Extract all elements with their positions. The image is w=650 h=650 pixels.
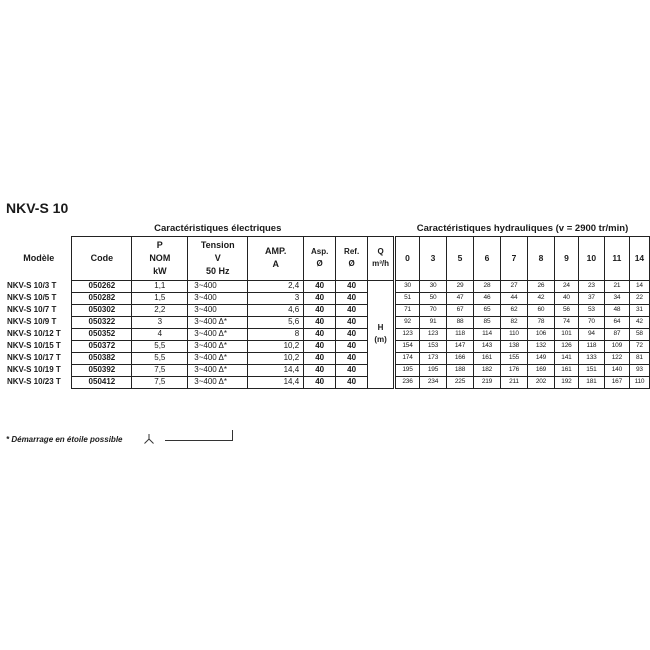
model-cell: NKV-S 10/23 T	[7, 377, 61, 386]
head-value-cell: 155	[500, 352, 527, 364]
head-value-cell: 138	[500, 340, 527, 352]
col-header-flow: 7	[500, 236, 527, 280]
head-value-cell: 195	[420, 364, 447, 376]
code-cell: 050382	[72, 352, 132, 364]
head-value-cell: 161	[473, 352, 500, 364]
ref-cell: 40	[336, 280, 368, 292]
code-cell: 050352	[72, 328, 132, 340]
model-cell: NKV-S 10/12 T	[7, 329, 61, 338]
head-value-cell: 22	[629, 292, 649, 304]
col-header-model: Modèle	[23, 252, 55, 263]
head-value-cell: 93	[629, 364, 649, 376]
ref-cell: 40	[336, 316, 368, 328]
amp-cell: 2,4	[248, 280, 304, 292]
col-header-asp: Asp. Ø	[304, 236, 336, 280]
head-value-cell: 173	[420, 352, 447, 364]
head-value-cell: 147	[447, 340, 474, 352]
amp-cell: 5,6	[248, 316, 304, 328]
voltage-cell: 3~400	[188, 292, 248, 304]
head-value-cell: 72	[629, 340, 649, 352]
voltage-cell: 3~400 Δ*	[188, 328, 248, 340]
col-header-q: Q m³/h	[368, 236, 394, 280]
asp-cell: 40	[304, 352, 336, 364]
head-value-cell: 92	[396, 316, 420, 328]
table-row	[6, 376, 650, 388]
code-cell: 050412	[72, 376, 132, 388]
amp-cell: 14,4	[248, 364, 304, 376]
head-value-cell: 167	[604, 376, 629, 388]
voltage-cell: 3~400 Δ*	[188, 340, 248, 352]
power-cell: 2,2	[132, 304, 188, 316]
head-value-cell: 64	[604, 316, 629, 328]
head-value-cell: 37	[578, 292, 604, 304]
head-value-cell: 88	[447, 316, 474, 328]
head-value-cell: 169	[527, 364, 554, 376]
ref-cell: 40	[336, 304, 368, 316]
model-cell: NKV-S 10/3 T	[7, 281, 57, 290]
code-cell: 050372	[72, 340, 132, 352]
head-value-cell: 126	[554, 340, 578, 352]
head-value-cell: 30	[396, 280, 420, 292]
code-cell: 050282	[72, 292, 132, 304]
ref-cell: 40	[336, 292, 368, 304]
power-cell: 3	[132, 316, 188, 328]
head-value-cell: 28	[473, 280, 500, 292]
col-header-flow: 0	[396, 236, 420, 280]
code-cell: 050392	[72, 364, 132, 376]
head-value-cell: 118	[447, 328, 474, 340]
power-cell: 5,5	[132, 340, 188, 352]
head-value-cell: 118	[578, 340, 604, 352]
amp-cell: 8	[248, 328, 304, 340]
star-connection-icon	[143, 433, 155, 445]
table-row	[6, 352, 650, 364]
head-value-cell: 154	[396, 340, 420, 352]
head-value-cell: 40	[554, 292, 578, 304]
head-value-cell: 58	[629, 328, 649, 340]
head-value-cell: 106	[527, 328, 554, 340]
model-cell: NKV-S 10/9 T	[7, 317, 57, 326]
head-value-cell: 70	[420, 304, 447, 316]
head-value-cell: 123	[420, 328, 447, 340]
head-value-cell: 50	[420, 292, 447, 304]
head-value-cell: 56	[554, 304, 578, 316]
head-value-cell: 47	[447, 292, 474, 304]
head-value-cell: 192	[554, 376, 578, 388]
power-cell: 4	[132, 328, 188, 340]
head-value-cell: 29	[447, 280, 474, 292]
footnote: * Démarrage en étoile possible	[6, 435, 123, 444]
asp-cell: 40	[304, 376, 336, 388]
model-cell: NKV-S 10/15 T	[7, 341, 61, 350]
spec-table	[6, 222, 650, 389]
col-header-amp: AMP. A	[248, 236, 304, 280]
table-row	[6, 340, 650, 352]
ref-cell: 40	[336, 376, 368, 388]
asp-cell: 40	[304, 316, 336, 328]
ref-cell: 40	[336, 352, 368, 364]
head-value-cell: 132	[527, 340, 554, 352]
voltage-cell: 3~400	[188, 304, 248, 316]
head-value-cell: 81	[629, 352, 649, 364]
col-header-flow: 6	[473, 236, 500, 280]
head-value-cell: 48	[604, 304, 629, 316]
head-value-cell: 21	[604, 280, 629, 292]
head-value-cell: 188	[447, 364, 474, 376]
head-value-cell: 85	[473, 316, 500, 328]
head-value-cell: 23	[578, 280, 604, 292]
table-row	[6, 280, 650, 292]
amp-cell: 3	[248, 292, 304, 304]
head-value-cell: 114	[473, 328, 500, 340]
head-value-cell: 122	[604, 352, 629, 364]
power-cell: 5,5	[132, 352, 188, 364]
head-value-cell: 82	[500, 316, 527, 328]
ref-cell: 40	[336, 328, 368, 340]
head-value-cell: 34	[604, 292, 629, 304]
head-value-cell: 181	[578, 376, 604, 388]
head-value-cell: 140	[604, 364, 629, 376]
power-cell: 1,1	[132, 280, 188, 292]
col-header-power: P NOM kW	[132, 236, 188, 280]
head-value-cell: 42	[629, 316, 649, 328]
head-value-cell: 109	[604, 340, 629, 352]
table-row	[6, 292, 650, 304]
voltage-cell: 3~400 Δ*	[188, 352, 248, 364]
head-value-cell: 176	[500, 364, 527, 376]
head-value-cell: 70	[578, 316, 604, 328]
head-value-cell: 133	[578, 352, 604, 364]
head-value-cell: 87	[604, 328, 629, 340]
head-value-cell: 94	[578, 328, 604, 340]
head-value-cell: 211	[500, 376, 527, 388]
head-value-cell: 153	[420, 340, 447, 352]
voltage-cell: 3~400 Δ*	[188, 316, 248, 328]
head-value-cell: 234	[420, 376, 447, 388]
group-header-electrical: Caractéristiques électriques	[132, 222, 304, 236]
col-header-flow: 3	[420, 236, 447, 280]
head-value-cell: 78	[527, 316, 554, 328]
head-value-cell: 143	[473, 340, 500, 352]
head-value-cell: 236	[396, 376, 420, 388]
col-header-flow: 5	[447, 236, 474, 280]
table-row	[6, 304, 650, 316]
page-title: NKV-S 10	[6, 200, 69, 216]
head-value-cell: 60	[527, 304, 554, 316]
head-value-cell: 30	[420, 280, 447, 292]
head-value-cell: 62	[500, 304, 527, 316]
head-value-cell: 31	[629, 304, 649, 316]
model-cell: NKV-S 10/7 T	[7, 305, 57, 314]
head-value-cell: 26	[527, 280, 554, 292]
col-header-voltage: Tension V 50 Hz	[188, 236, 248, 280]
ref-cell: 40	[336, 364, 368, 376]
table-row	[6, 316, 650, 328]
asp-cell: 40	[304, 280, 336, 292]
head-value-cell: 67	[447, 304, 474, 316]
head-value-cell: 182	[473, 364, 500, 376]
col-header-ref: Ref. Ø	[336, 236, 368, 280]
head-value-cell: 14	[629, 280, 649, 292]
asp-cell: 40	[304, 328, 336, 340]
code-cell: 050262	[72, 280, 132, 292]
col-header-flow: 14	[629, 236, 649, 280]
head-value-cell: 174	[396, 352, 420, 364]
head-value-cell: 74	[554, 316, 578, 328]
power-cell: 7,5	[132, 376, 188, 388]
col-header-code: Code	[72, 236, 132, 280]
code-cell: 050302	[72, 304, 132, 316]
amp-cell: 14,4	[248, 376, 304, 388]
head-value-cell: 195	[396, 364, 420, 376]
table-row	[6, 364, 650, 376]
code-cell: 050322	[72, 316, 132, 328]
col-header-flow: 10	[578, 236, 604, 280]
head-value-cell: 110	[500, 328, 527, 340]
power-cell: 1,5	[132, 292, 188, 304]
footnote-bracket	[165, 430, 233, 441]
head-value-cell: 110	[629, 376, 649, 388]
head-value-cell: 24	[554, 280, 578, 292]
col-header-flow: 11	[604, 236, 629, 280]
head-value-cell: 225	[447, 376, 474, 388]
col-header-flow: 8	[527, 236, 554, 280]
power-cell: 7,5	[132, 364, 188, 376]
asp-cell: 40	[304, 292, 336, 304]
asp-cell: 40	[304, 364, 336, 376]
model-cell: NKV-S 10/17 T	[7, 353, 61, 362]
amp-cell: 10,2	[248, 340, 304, 352]
head-value-cell: 51	[396, 292, 420, 304]
head-value-cell: 161	[554, 364, 578, 376]
amp-cell: 4,6	[248, 304, 304, 316]
head-value-cell: 42	[527, 292, 554, 304]
head-value-cell: 91	[420, 316, 447, 328]
group-header-hydraulic: Caractéristiques hydrauliques (v = 2900 tr/min)	[396, 222, 650, 236]
head-value-cell: 46	[473, 292, 500, 304]
head-value-cell: 44	[500, 292, 527, 304]
head-value-cell: 123	[396, 328, 420, 340]
ref-cell: 40	[336, 340, 368, 352]
head-value-cell: 149	[527, 352, 554, 364]
model-cell: NKV-S 10/19 T	[7, 365, 61, 374]
amp-cell: 10,2	[248, 352, 304, 364]
head-label-cell: H (m)	[368, 280, 394, 388]
head-value-cell: 65	[473, 304, 500, 316]
head-value-cell: 71	[396, 304, 420, 316]
asp-cell: 40	[304, 304, 336, 316]
head-value-cell: 27	[500, 280, 527, 292]
head-value-cell: 53	[578, 304, 604, 316]
voltage-cell: 3~400	[188, 280, 248, 292]
table-row	[6, 328, 650, 340]
head-value-cell: 151	[578, 364, 604, 376]
model-cell: NKV-S 10/5 T	[7, 293, 57, 302]
voltage-cell: 3~400 Δ*	[188, 376, 248, 388]
asp-cell: 40	[304, 340, 336, 352]
head-value-cell: 141	[554, 352, 578, 364]
col-header-flow: 9	[554, 236, 578, 280]
head-value-cell: 166	[447, 352, 474, 364]
head-value-cell: 219	[473, 376, 500, 388]
head-value-cell: 101	[554, 328, 578, 340]
voltage-cell: 3~400 Δ*	[188, 364, 248, 376]
head-value-cell: 202	[527, 376, 554, 388]
